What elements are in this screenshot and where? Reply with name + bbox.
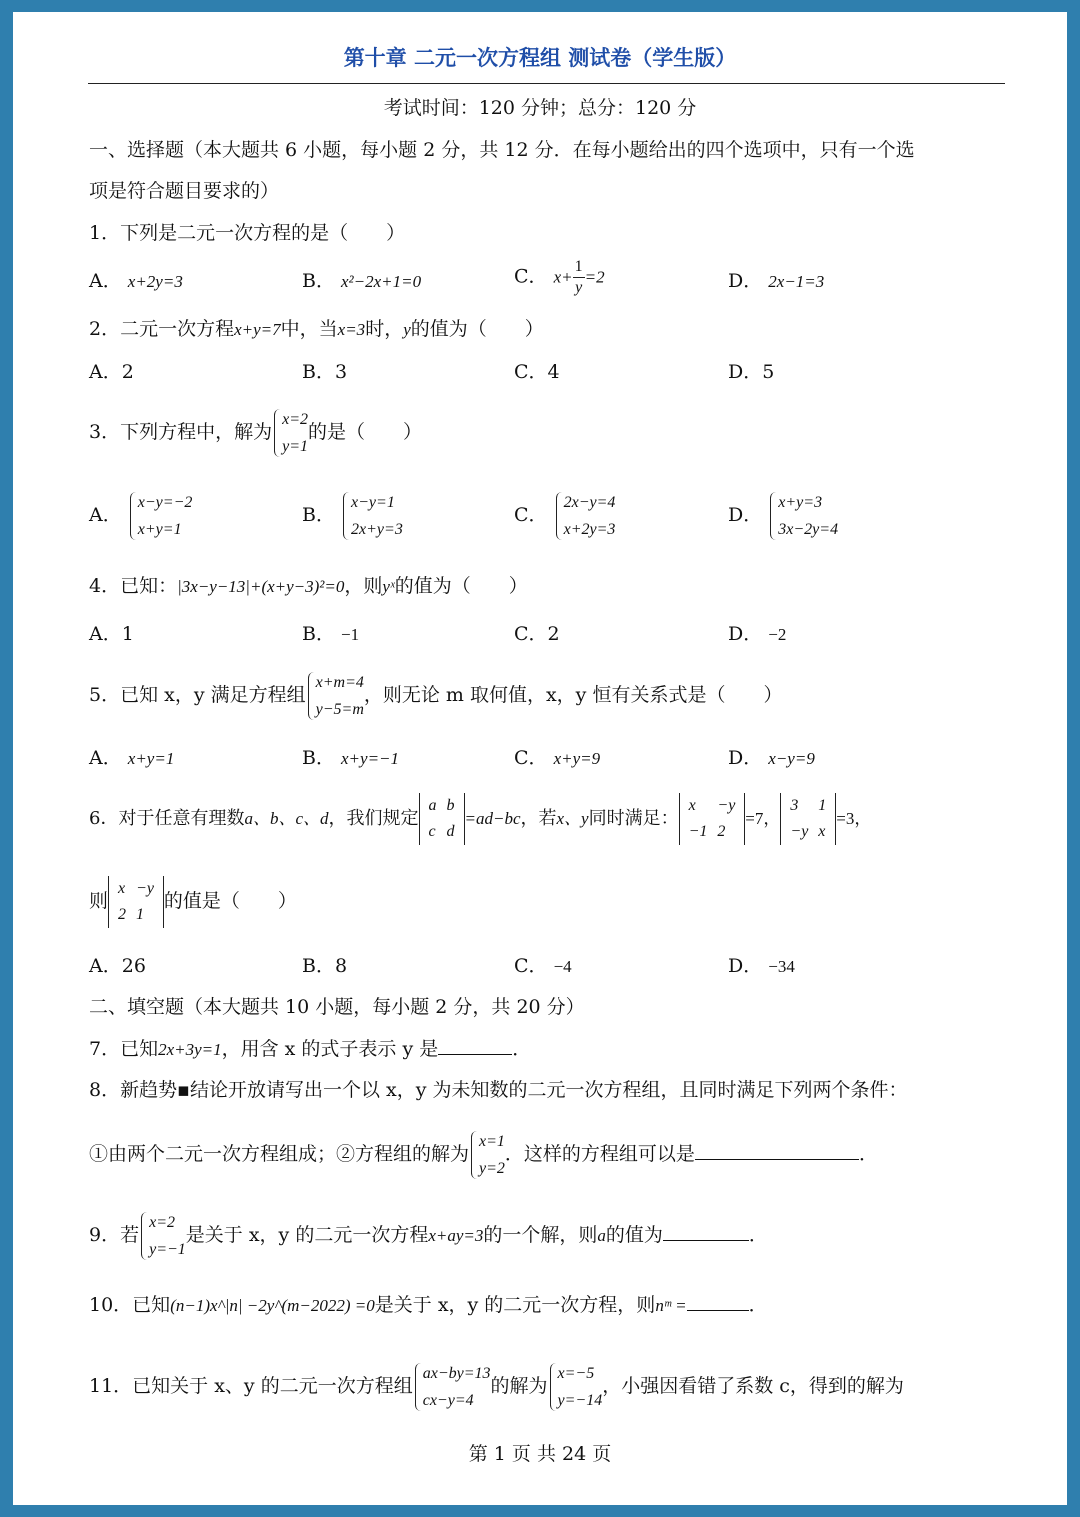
page-footer: 第 1 页 共 24 页 — [468, 1443, 612, 1465]
q7-answer-blank — [438, 1036, 512, 1055]
determinant-definition: a b c d — [419, 793, 465, 845]
q9-answer-blank — [663, 1222, 749, 1241]
q4-option-b: B． −1 — [302, 623, 360, 645]
q4-option-d: D． −2 — [728, 623, 787, 645]
q1-stem: 1．下列是二元一次方程的是（ ） — [89, 222, 406, 244]
q2-option-d: D．5 — [728, 361, 775, 383]
title-divider — [88, 83, 1005, 84]
determinant-1: x −y −1 2 — [679, 793, 746, 845]
q1-option-d: D． 2x−1=3 — [728, 270, 825, 292]
q3-option-b: B． x−y=1 2x+y=3 — [302, 489, 403, 543]
q4-option-a: A．1 — [89, 623, 134, 645]
q9-stem: 9．若 x=2 y=−1 是关于 x，y 的二元一次方程x+ay=3的一个解，则a的值为 ． — [89, 1209, 768, 1263]
q2-option-a: A．2 — [89, 361, 134, 383]
q8-line1: 8．新趋势▪结论开放请写出一个以 x，y 为未知数的二元一次方程组，且同时满足下列两个条件： — [89, 1079, 908, 1101]
determinant-2: 3 1 −y x — [780, 793, 836, 845]
q5-option-c: C． x+y=9 — [514, 747, 601, 769]
q8-line2: ①由两个二元一次方程组成；②方程组的解为 x=1 y=2 ．这样的方程组可以是 ． — [89, 1128, 878, 1182]
section1-heading-line1: 一、选择题（本大题共 6 小题，每小题 2 分，共 12 分．在每小题给出的四个选项中，只有一个选 — [89, 139, 915, 161]
q5-option-d: D． x−y=9 — [728, 747, 815, 769]
q3-option-a: A． x−y=−2 x+y=1 — [89, 489, 192, 543]
q10-answer-blank — [687, 1292, 749, 1311]
q4-option-c: C．2 — [514, 623, 560, 645]
section1-heading-line2: 项是符合题目要求的） — [89, 180, 280, 202]
q7-stem: 7．已知2x+3y=1，用含 x 的式子表示 y 是 ． — [89, 1038, 532, 1060]
section2-heading: 二、填空题（本大题共 10 小题，每小题 2 分，共 20 分） — [89, 996, 585, 1018]
q3-option-c: C． 2x−y=4 x+2y=3 — [514, 489, 615, 543]
q2-option-b: B．3 — [302, 361, 348, 383]
q11-stem: 11．已知关于 x、y 的二元一次方程组 ax−by=13 cx−y=4 的解为 x=−5 y=−14 ，小强因看错了系数 c，得到的解为 — [89, 1360, 904, 1414]
q6-stem-cont: 则 x −y 2 1 的值是（ ） — [89, 876, 297, 928]
exam-info: 考试时间：120 分钟；总分：120 分 — [383, 97, 697, 119]
q10-stem: 10．已知(n−1)x^|n| −2y^(m−2022) =0是关于 x，y 的二元一次方程，则nᵐ = ． — [89, 1294, 768, 1316]
q1-option-b: B． x²−2x+1=0 — [302, 270, 422, 292]
q5-option-a: A． x+y=1 — [89, 747, 175, 769]
page — [13, 12, 1067, 1505]
q1-option-a: A． x+2y=3 — [89, 270, 183, 292]
determinant-3: x −y 2 1 — [108, 876, 164, 928]
fraction: $\frac{1}{y}$ — [574, 258, 583, 296]
q3-option-d: D． x+y=3 3x−2y=4 — [728, 489, 838, 543]
q6-option-d: D． −34 — [728, 955, 795, 977]
q6-option-c: C． −4 — [514, 955, 572, 977]
q3-stem: 3．下列方程中，解为 x=2 y=1 的是（ ） — [89, 406, 422, 460]
q5-stem: 5．已知 x，y 满足方程组 x+m=4 y−5=m ，则无论 m 取何值，x，y 恒有关系式是（ ） — [89, 669, 782, 723]
q5-option-b: B． x+y=−1 — [302, 747, 400, 769]
q8-answer-blank — [695, 1141, 859, 1160]
q6-stem: 6．对于任意有理数a、b、c、d，我们规定 a b c d =ad−bc，若x、y同时满足： x −y −1 2 =7， 3 1 −y x =3， — [89, 793, 871, 845]
q6-option-a: A．26 — [89, 955, 146, 977]
q2-option-c: C．4 — [514, 361, 560, 383]
q4-stem: 4．已知：|3x−y−13|+(x+y−3)²=0，则yˣ的值为（ ） — [89, 575, 528, 597]
q3-solution-system: x=2 y=1 — [272, 406, 308, 460]
q2-stem: 2．二元一次方程x+y=7中，当x=3时，y的值为（ ） — [89, 318, 544, 340]
q1-option-c: C． x+ $\frac{1}{y}$ =2 — [514, 258, 605, 296]
q6-option-b: B．8 — [302, 955, 348, 977]
document-title: 第十章 二元一次方程组 测试卷（学生版） — [343, 46, 737, 70]
